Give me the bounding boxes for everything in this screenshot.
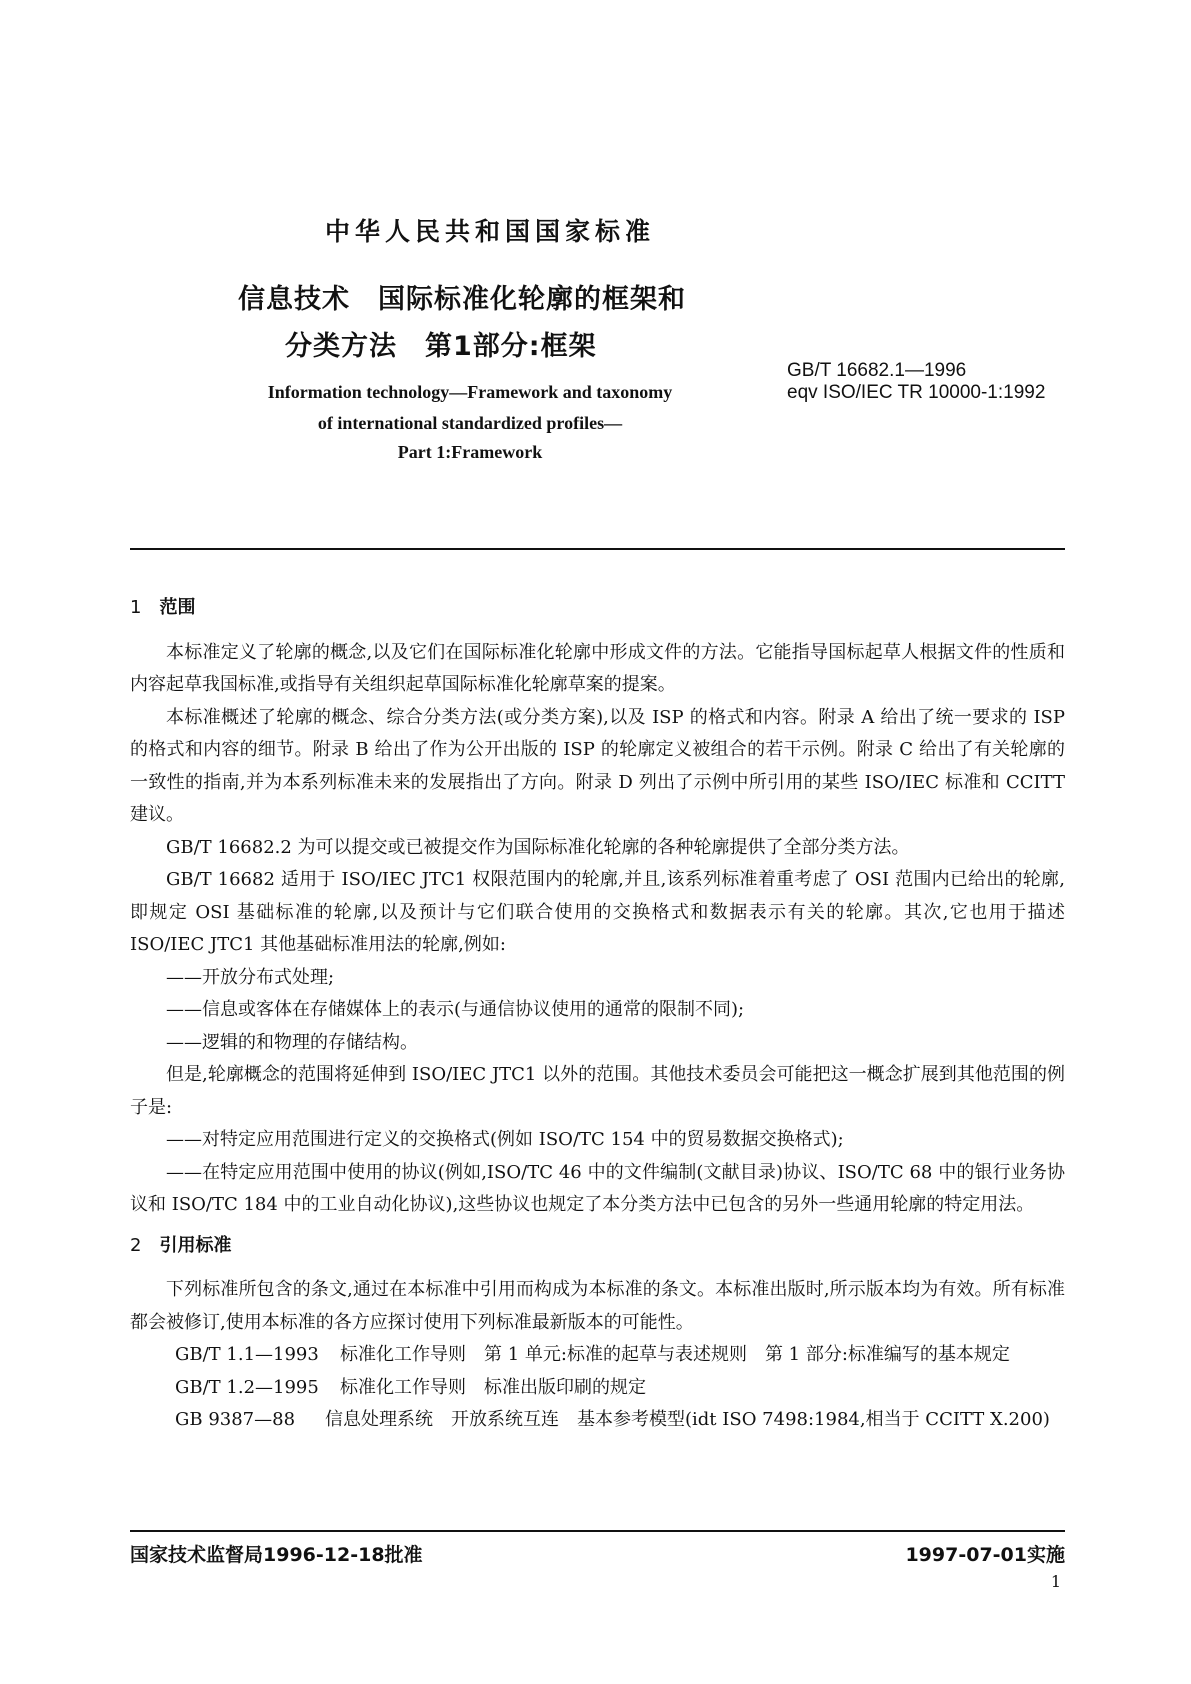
reference-item	[130, 1372, 1065, 1405]
list-item: ——在特定应用范围中使用的协议(例如,ISO/TC 46 中的文件编制(文献目录)协议、ISO/TC 68 中的银行业务协议和 ISO/TC 184 中的工业自动化协议),这些协议也规定了本分类方法中已包含的另外一些通用轮廓的特定用法。	[130, 1161, 1065, 1215]
english-title-line-2: of international standardized profiles—	[317, 413, 623, 433]
title-line-1: 信息技术 国际标准化轮廓的框架和	[238, 284, 686, 315]
list-item: ——对特定应用范围进行定义的交换格式(例如 ISO/TC 154 中的贸易数据交换格式);	[166, 1129, 844, 1150]
reference-title: 标准化工作导则 第 1 单元:标准的起草与表述规则 第 1 部分:标准编写的基本规定	[340, 1344, 1010, 1365]
document-body	[130, 592, 1065, 1437]
footer-divider	[130, 1530, 1065, 1532]
paragraph: 本标准概述了轮廓的概念、综合分类方法(或分类方案),以及 ISP 的格式和内容。附录 A 给出了统一要求的 ISP 的格式和内容的细节。附录 B 给出了作为公开出版的 ISP 的轮廓定义被组合的若干示例。附录 C 给出了有关轮廓的一致性的指南,并为本系列标准未来的发展指出了方向。附录 D 列出了示例中所引用的某些 ISO/IEC 标准和 CCITT 建议。	[130, 706, 1065, 825]
paragraph: 下列标准所包含的条文,通过在本标准中引用而构成为本标准的条文。本标准出版时,所示版本均为有效。所有标准都会被修订,使用本标准的各方应探讨使用下列标准最新版本的可能性。	[130, 1279, 1065, 1333]
standard-code-block	[787, 360, 1045, 404]
english-title-line-1: Information technology—Framework and taxonomy	[267, 382, 673, 402]
reference-item	[130, 1404, 1065, 1437]
section-1-heading: 1 范围	[130, 597, 196, 618]
section-2-heading: 2 引用标准	[130, 1234, 232, 1256]
reference-code: GB 9387—88	[175, 1409, 296, 1430]
paragraph: 但是,轮廓概念的范围将延伸到 ISO/IEC JTC1 以外的范围。其他技术委员会可能把这一概念扩展到其他范围的例子是:	[130, 1064, 1065, 1118]
english-title-line-3: Part 1:Framework	[397, 442, 543, 462]
reference-title: 信息处理系统 开放系统互连 基本参考模型(idt ISO 7498:1984,相当于 CCITT X.200)	[325, 1409, 1050, 1430]
national-standard-heading: 中华人民共和国国家标准	[324, 217, 655, 246]
list-item: ——信息或客体在存储媒体上的表示(与通信协议使用的通常的限制不同);	[166, 999, 745, 1020]
paragraph: GB/T 16682 适用于 ISO/IEC JTC1 权限范围内的轮廓,并且,该系列标准着重考虑了 OSI 范围内已给出的轮廓,即规定 OSI 基础标准的轮廓,以及预计与它们联合使用的交换格式和数据表示有关的轮廓。其次,它也用于描述 ISO/IEC JTC1 其他基础标准用法的轮廓,例如:	[130, 869, 1065, 955]
standard-code: GB/T 16682.1—1996	[787, 360, 967, 381]
reference-code: GB/T 1.2—1995	[175, 1376, 319, 1398]
page-number: 1	[1050, 1572, 1061, 1591]
equivalent-standard: eqv ISO/IEC TR 10000-1:1992	[787, 382, 1046, 403]
header-divider	[130, 548, 1065, 550]
paragraph: 本标准定义了轮廓的概念,以及它们在国际标准化轮廓中形成文件的方法。它能指导国标起草人根据文件的性质和内容起草我国标准,或指导有关组织起草国际标准化轮廓草案的提案。	[130, 641, 1065, 695]
reference-item	[130, 1339, 1065, 1372]
reference-title: 标准化工作导则 标准出版印刷的规定	[340, 1376, 646, 1398]
reference-code: GB/T 1.1—1993	[175, 1344, 319, 1365]
list-item: ——逻辑的和物理的存储结构。	[166, 1031, 418, 1053]
list-item: ——开放分布式处理;	[166, 966, 335, 988]
implementation-date: 1997-07-01实施	[905, 1544, 1065, 1566]
paragraph: GB/T 16682.2 为可以提交或已被提交作为国际标准化轮廓的各种轮廓提供了全部分类方法。	[166, 836, 910, 858]
title-line-2: 分类方法 第1部分:框架	[285, 331, 597, 362]
approval-date: 国家技术监督局1996-12-18批准	[130, 1544, 423, 1566]
